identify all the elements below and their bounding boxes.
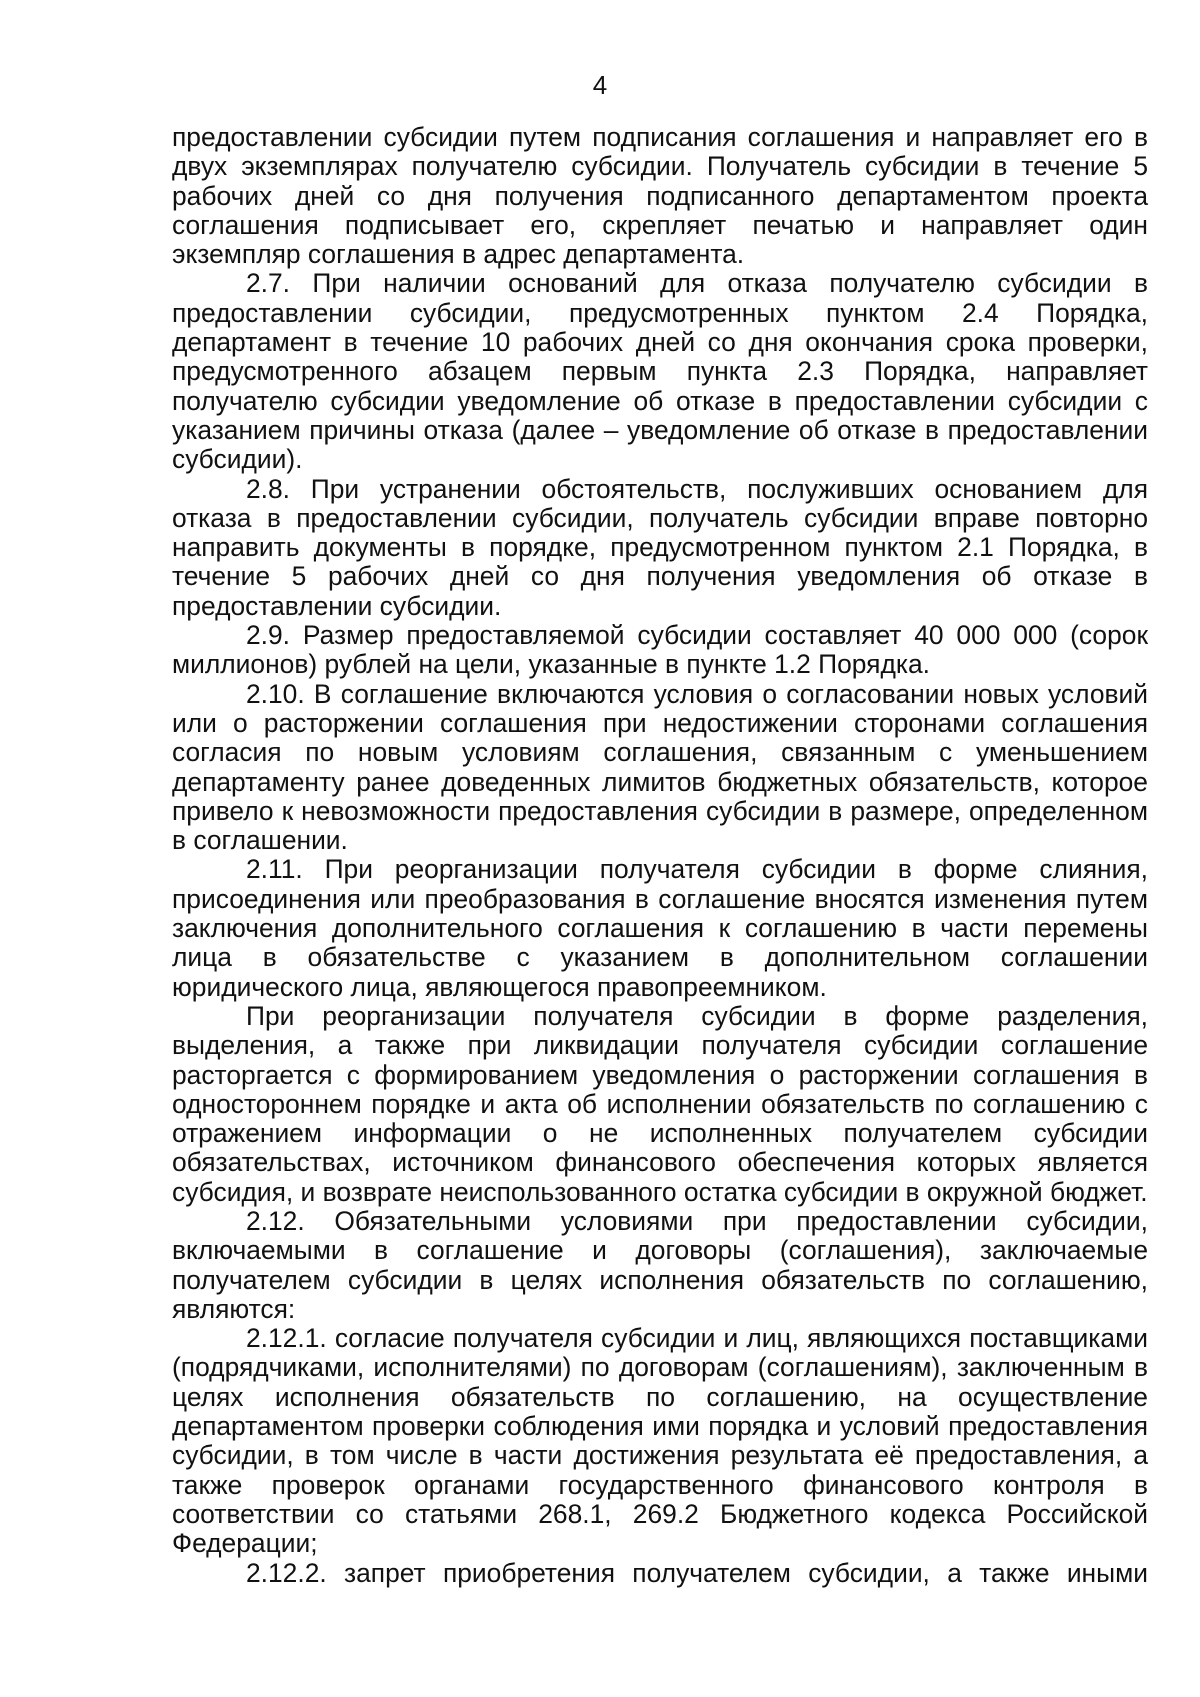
- paragraph-2-9: 2.9. Размер предоставляемой субсидии составляет 40 000 000 (сорок миллионов) рублей на цели, указанные в пункте 1.2 Порядка.: [172, 620, 1148, 680]
- paragraph-2-11: 2.11. При реорганизации получателя субсидии в форме слияния, присоединения или преобразования в соглашение вносятся изменения путем заключения дополнительного соглашения к соглашению в части перемены лица в обязательстве с указанием в дополнительном соглашении юридического лица, являющегося правопреемником.: [172, 854, 1148, 1002]
- paragraph-2-10: 2.10. В соглашение включаются условия о согласовании новых условий или о расторжении соглашения при недостижении сторонами соглашения согласия по новым условиям соглашения, связанным с уменьшением департаменту ранее доведенных лимитов бюджетных обязательств, которое привело к невозможности предоставления субсидии в размере, определенном в соглашении.: [172, 678, 1148, 856]
- paragraph-2-12: 2.12. Обязательными условиями при предоставлении субсидии, включаемыми в соглашение и договоры (соглашения), заключаемые получателем субсидии в целях исполнения обязательств по соглашению, являются:: [172, 1205, 1148, 1324]
- paragraph-2-12-2: 2.12.2. запрет приобретения получателем субсидии, а также иными: [246, 1557, 1148, 1588]
- document-body: [172, 123, 1148, 1588]
- page-number: 4: [592, 70, 608, 100]
- paragraph-2-11-reorganization: При реорганизации получателя субсидии в форме разделения, выделения, а также при ликвидации получателя субсидии соглашение расторгается с формированием уведомления о расторжении соглашения в одностороннем порядке и акта об исполнении обязательств по соглашению с отражением информации о не исполненных получателем субсидии обязательствах, источником финансового обеспечения которых является субсидия, и возврате неиспользованного остатка субсидии в окружной бюджет.: [172, 1000, 1148, 1207]
- paragraph-2-12-1: 2.12.1. согласие получателя субсидии и лиц, являющихся поставщиками (подрядчиками, исполнителями) по договорам (соглашениям), заключенным в целях исполнения обязательств по соглашению, на осуществление департаментом проверки соблюдения ими порядка и условий предоставления субсидии, в том числе в части достижения результата её предоставления, а также проверок органами государственного финансового контроля в соответствии со статьями 268.1, 269.2 Бюджетного кодекса Российской Федерации;: [172, 1323, 1148, 1559]
- paragraph-continuation: предоставлении субсидии путем подписания соглашения и направляет его в двух экземплярах получателю субсидии. Получатель субсидии в течение 5 рабочих дней со дня получения подписанного департаментом проекта соглашения подписывает его, скрепляет печатью и направляет один экземпляр соглашения в адрес департамента.: [172, 122, 1148, 270]
- paragraph-2-8: 2.8. При устранении обстоятельств, послуживших основанием для отказа в предоставлении субсидии, получатель субсидии вправе повторно направить документы в порядке, предусмотренном пунктом 2.1 Порядка, в течение 5 рабочих дней со дня получения уведомления об отказе в предоставлении субсидии.: [172, 473, 1148, 621]
- paragraph-2-7: 2.7. При наличии оснований для отказа получателю субсидии в предоставлении субсидии, предусмотренных пунктом 2.4 Порядка, департамент в течение 10 рабочих дней со дня окончания срока проверки, предусмотренного абзацем первым пункта 2.3 Порядка, направляет получателю субсидии уведомление об отказе в предоставлении субсидии с указанием причины отказа (далее – уведомление об отказе в предоставлении субсидии).: [172, 268, 1148, 475]
